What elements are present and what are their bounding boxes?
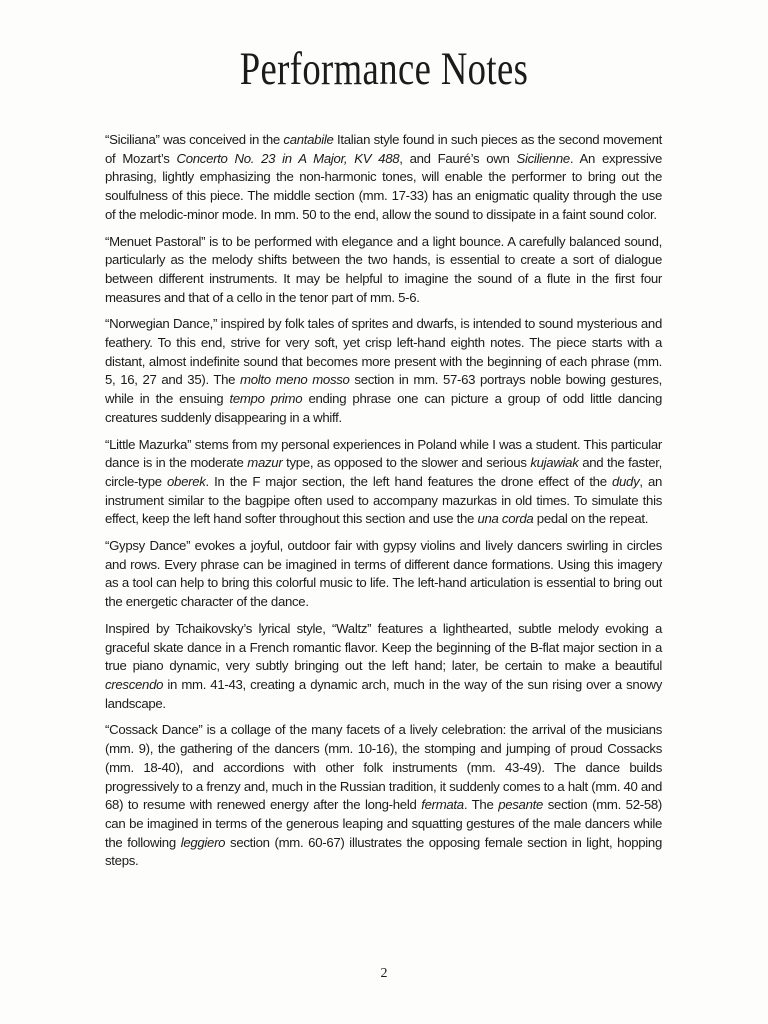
page-header bbox=[0, 44, 768, 96]
text-segment: “Siciliana” was conceived in the bbox=[105, 132, 284, 147]
italic-text-segment: dudy bbox=[611, 473, 640, 489]
italic-text-segment: crescendo bbox=[105, 676, 164, 692]
italic-text-segment: una corda bbox=[477, 511, 534, 527]
italic-text-segment: mazur bbox=[247, 455, 283, 471]
paragraph bbox=[105, 537, 662, 612]
text-segment: Inspired by Tchaikovsky’s lyrical style, “Waltz” features a lighthearted, subtle melody evoking a graceful skate dance in a French romantic flavor. Keep the beginning of the B-flat major section in a true piano dynamic, very subtly bringing out the left hand; later, be certain to make a beautiful bbox=[105, 620, 662, 674]
text-segment: “Gypsy Dance” evokes a joyful, outdoor fair with gypsy violins and lively dancers swirling in circles and rows. Every phrase can be imagined in terms of different dance formations. Using this imagery as a tool can help to bring this colorful music to life. The left-hand articulation is essential to bring out the energetic character of the dance. bbox=[105, 538, 662, 610]
italic-text-segment: molto meno mosso bbox=[240, 372, 350, 388]
page-title: Performance Notes bbox=[239, 43, 529, 95]
paragraph bbox=[105, 131, 662, 225]
performance-notes-body bbox=[105, 131, 662, 879]
paragraph bbox=[105, 620, 662, 714]
text-segment: . In the F major section, the left hand features the drone effect of the bbox=[205, 473, 612, 489]
italic-text-segment: kujawiak bbox=[530, 455, 579, 471]
text-segment: , an instrument similar to the bagpipe often used to accompany mazurkas in old times. To simulate this effect, keep the left hand softer throughout this section and use the bbox=[105, 473, 663, 527]
page-number: 2 bbox=[380, 966, 388, 981]
italic-text-segment: Sicilienne bbox=[516, 150, 570, 166]
paragraph bbox=[105, 721, 662, 871]
italic-text-segment: tempo primo bbox=[229, 391, 303, 407]
italic-text-segment: cantabile bbox=[283, 132, 334, 147]
italic-text-segment: pesante bbox=[498, 797, 544, 813]
text-segment: “Little Mazurka” stems from my personal experiences in Poland while I was a student. This particular dance is in the moderate bbox=[105, 436, 662, 471]
italic-text-segment: fermata bbox=[421, 797, 464, 813]
text-segment: and the faster, circle-type bbox=[105, 455, 662, 489]
text-segment: Italian style found in such pieces as the second movement of Mozart’s bbox=[105, 132, 662, 166]
italic-text-segment: oberek bbox=[167, 473, 206, 489]
paragraph bbox=[105, 233, 662, 308]
paragraph bbox=[105, 436, 662, 530]
text-segment: section in mm. 57-63 portrays noble bowing gestures, while in the ensuing bbox=[105, 372, 663, 407]
paragraph bbox=[105, 315, 662, 427]
text-segment: “Cossack Dance” is a collage of the many facets of a lively celebration: the arrival of the musicians (mm. 9), the gathering of the dancers (mm. 10-16), the stomping and jumping of proud Cossacks (mm. 18-40), and accordions with other folk instruments (mm. 43-49). The dance builds progressively to a frenzy and, much in the Russian tradition, it suddenly comes to a halt (mm. 40 and 68) to resume with renewed energy after the long-held bbox=[105, 722, 662, 813]
text-segment: . The bbox=[463, 797, 499, 813]
text-segment: section (mm. 52-58) can be imagined in terms of the generous leaping and squatting gestures of the male dancers while the following bbox=[105, 797, 662, 850]
text-segment: ending phrase one can picture a group of odd little dancing creatures suddenly disappearing in a whiff. bbox=[105, 391, 662, 425]
text-segment: section (mm. 60-67) illustrates the opposing female section in light, hopping steps. bbox=[105, 834, 662, 869]
text-segment: type, as opposed to the slower and serious bbox=[282, 455, 531, 471]
text-segment: “Menuet Pastoral” is to be performed with elegance and a light bounce. A carefully balanced sound, particularly as the melody shifts between the two hands, is essential to create a sort of dialogue between different instruments. It may be helpful to imagine the sound of a flute in the first four measures and that of a cello in the tenor part of mm. 5-6. bbox=[105, 233, 662, 305]
text-segment: . An expressive phrasing, lightly emphasizing the non-harmonic tones, will enable the performer to bring out the soulfulness of this piece. The middle section (mm. 17-33) has an enigmatic quality through the use of the melodic-minor mode. In mm. 50 to the end, allow the sound to dissipate in a faint sound color. bbox=[105, 150, 662, 222]
italic-text-segment: leggiero bbox=[180, 834, 226, 850]
italic-text-segment: Concerto No. 23 in A Major, KV 488 bbox=[176, 150, 400, 166]
text-segment: “Norwegian Dance,” inspired by folk tales of sprites and dwarfs, is intended to sound mysterious and feathery. To this end, strive for very soft, yet crisp left-hand eighth notes. The piece starts with a distant, almost indefinite sound that becomes more present with the beginning of each phrase (mm. 5, 16, 27 and 35). The bbox=[105, 316, 662, 388]
text-segment: pedal on the repeat. bbox=[533, 511, 649, 527]
text-segment: , and Fauré’s own bbox=[399, 150, 517, 166]
text-segment: in mm. 41-43, creating a dynamic arch, much in the way of the sun rising over a snowy landscape. bbox=[105, 676, 662, 711]
